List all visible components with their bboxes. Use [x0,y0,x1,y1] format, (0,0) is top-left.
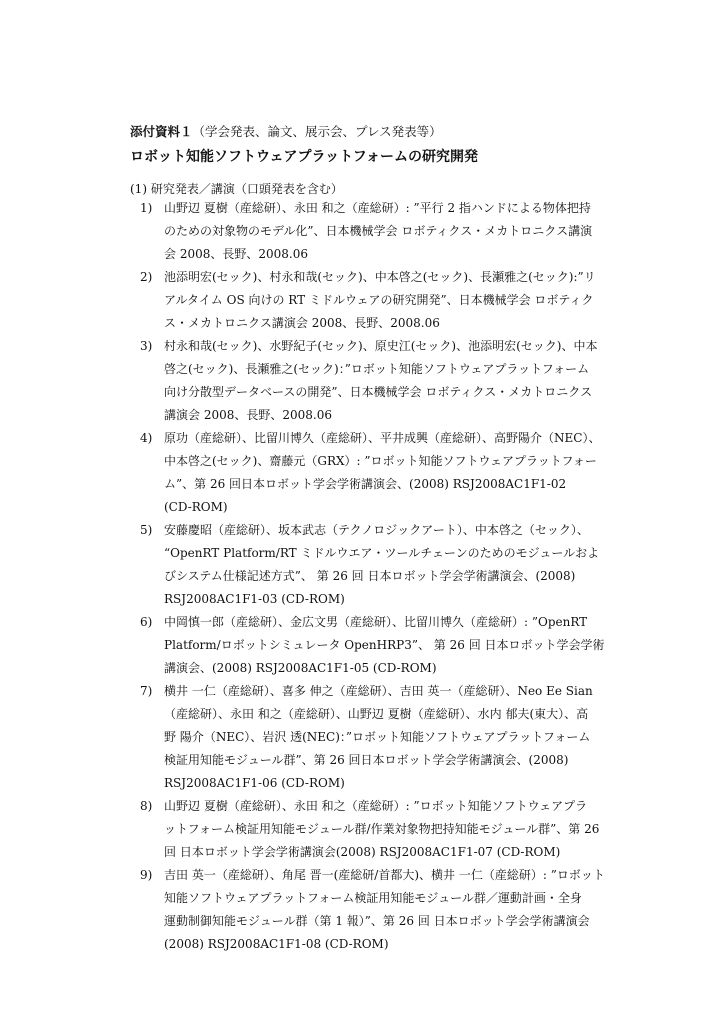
list-item-line: 会 2008、長野、2008.06 [164,247,308,261]
appendix-heading [130,122,442,140]
list-item-line: ム”、第 26 回日本ロボット学会学術講演会、(2008) RSJ2008AC1F1-02 [164,477,567,491]
list-item-line: (2008) RSJ2008AC1F1-08 (CD-ROM) [164,937,389,951]
list-item-number: 4) [140,431,153,445]
list-item-line: 村永和哉(セック)、水野紀子(セック)、原史江(セック)、池添明宏(セック)、中本 [164,339,598,353]
list-item [130,335,630,427]
list-item [130,266,630,335]
list-item-number: 1) [140,201,153,215]
list-item-line: （産総研）、永田 和之（産総研）、山野辺 夏樹（産総研）、水内 郁夫(東大）、高 [164,707,589,721]
list-item [130,427,630,519]
list-item [130,611,630,680]
list-item-line: のための対象物のモデル化”、日本機械学会 ロボティクス・メカトロニクス講演 [164,224,593,238]
list-item-line: 野 陽介（NEC）、岩沢 透(NEC)：”ロボット知能ソフトウェアプラットフォーム [164,730,591,744]
list-item-number: 9) [140,868,153,882]
list-item-line: 講演会、(2008) RSJ2008AC1F1-05 (CD-ROM) [164,661,437,675]
appendix-note: （学会発表、論文、展示会、プレス発表等） [192,124,442,139]
list-item-line: 向け分散型データベースの開発”、日本機械学会 ロボティクス・メカトロニクス [164,385,593,399]
list-item-line: 中本啓之(セック)、齋藤元（GRX）: ”ロボット知能ソフトウェアプラットフォー [164,454,597,468]
list-item-line: Platform/ロボットシミュレータ OpenHRP3”、 第 26 回 日本ロボット学会学術 [164,638,605,652]
list-item-line: “OpenRT Platform/RT ミドルウエア・ツールチェーンのためのモジュールおよ [164,546,600,560]
list-item-line: びシステム仕様記述方式”、 第 26 回 日本ロボット学会学術講演会、(2008) [164,569,576,583]
list-item-number: 6) [140,615,153,629]
list-item-line: 安藤慶昭（産総研）、坂本武志（テクノロジックアート）、中本啓之（セック）、 [164,523,589,537]
list-item-line: アルタイム OS 向けの RT ミドルウェアの研究開発”、日本機械学会 ロボティク [164,293,594,307]
list-item-line: RSJ2008AC1F1-03 (CD-ROM) [164,592,345,606]
list-item-number: 3) [140,339,153,353]
list-item-line: 横井 一仁（産総研）、喜多 伸之（産総研）、吉田 英一（産総研）、Neo Ee Sian [164,684,593,698]
list-item-number: 7) [140,684,153,698]
list-item [130,519,630,611]
list-item [130,864,630,956]
list-item-line: 吉田 英一（産総研）、角尾 晋一(産総研/首都大)、横井 一仁（産総研）: ”ロボット [164,868,605,882]
list-item-line: 啓之(セック)、長瀬雅之(セック)：”ロボット知能ソフトウェアプラットフォーム [164,362,590,376]
list-item-line: (CD-ROM) [164,500,228,514]
list-item-line: ットフォーム検証用知能モジュール群/作業対象物把持知能モジュール群”、第 26 [164,822,600,836]
list-item-line: 検証用知能モジュール群”、第 26 回日本ロボット学会学術講演会、(2008) [164,753,569,767]
list-item-line: RSJ2008AC1F1-06 (CD-ROM) [164,776,345,790]
list-item-number: 5) [140,523,153,537]
list-item [130,795,630,864]
list-item-line: 山野辺 夏樹（産総研）、永田 和之（産総研）: ”平行 2 指ハンドによる物体把持 [164,201,591,215]
list-item-line: 運動制御知能モジュール群（第 1 報）”、第 26 回 日本ロボット学会学術講演会 [164,914,590,928]
list-item-number: 2) [140,270,153,284]
list-item-line: 講演会 2008、長野、2008.06 [164,408,332,422]
list-item [130,680,630,795]
list-item-line: 知能ソフトウェアプラットフォーム検証用知能モジュール群／運動計画・全身 [164,891,582,905]
presentation-list [130,197,630,956]
appendix-title: 添付資料１ [130,124,193,139]
list-item-line: 中岡慎一郎（産総研）、金広文男（産総研）、比留川博久（産総研）: ”OpenRT [164,615,588,629]
list-item-line: 山野辺 夏樹（産総研）、永田 和之（産総研）: ”ロボット知能ソフトウェアプラ [164,799,588,813]
list-item-line: 池添明宏(セック)、村永和哉(セック)、中本啓之(セック)、長瀬雅之(セック):”リ [164,270,596,284]
project-title: ロボット知能ソフトウェアプラットフォームの研究開発 [130,149,479,165]
section-title: (1) 研究発表／講演（口頭発表を含む） [130,182,343,196]
list-item-line: ス・メカトロニクス講演会 2008、長野、2008.06 [164,316,440,330]
list-item [130,197,630,266]
list-item-line: 原功（産総研）、比留川博久（産総研）、平井成興（産総研）、高野陽介（NEC）、 [164,431,601,445]
list-item-number: 8) [140,799,153,813]
list-item-line: 回 日本ロボット学会学術講演会(2008) RSJ2008AC1F1-07 (CD-ROM) [164,845,561,859]
